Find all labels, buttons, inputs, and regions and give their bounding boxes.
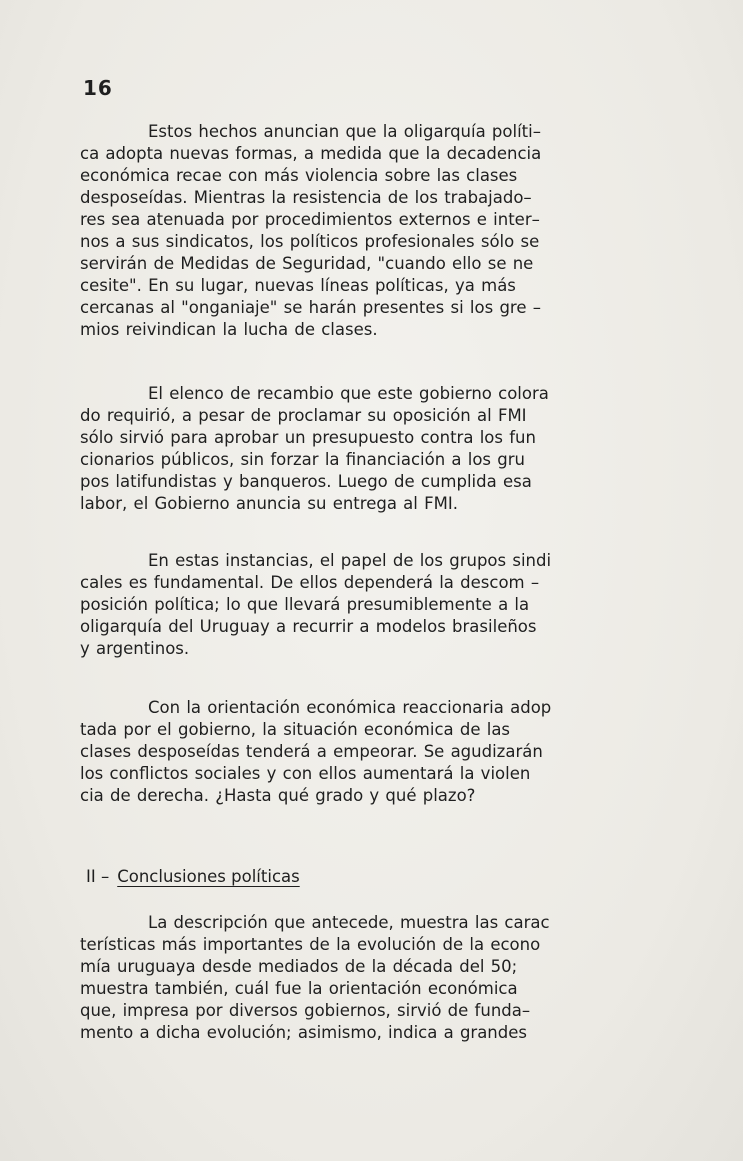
paragraph-2 bbox=[80, 383, 660, 515]
text-line: res sea atenuada por procedimientos externos e inter– bbox=[80, 210, 540, 229]
text-line: ca adopta nuevas formas, a medida que la decadencia bbox=[80, 144, 542, 163]
text-line: nos a sus sindicatos, los políticos profesionales sólo se bbox=[80, 232, 540, 251]
text-line: oligarquía del Uruguay a recurrir a modelos brasileños bbox=[80, 617, 537, 636]
section-title: Conclusiones políticas bbox=[117, 867, 300, 886]
text-line: los conflictos sociales y con ellos aumentará la violen bbox=[80, 764, 531, 783]
text-line: servirán de Medidas de Seguridad, "cuando ello se ne bbox=[80, 254, 534, 273]
text-line: Estos hechos anuncian que la oligarquía políti– bbox=[148, 122, 541, 141]
text-line: La descripción que antecede, muestra las carac bbox=[148, 913, 550, 932]
text-line: labor, el Gobierno anuncia su entrega al FMI. bbox=[80, 494, 458, 513]
text-line: clases desposeídas tenderá a empeorar. Se agudizarán bbox=[80, 742, 543, 761]
text-line: cia de derecha. ¿Hasta qué grado y qué plazo? bbox=[80, 786, 476, 805]
text-line: y argentinos. bbox=[80, 639, 190, 658]
text-line: económica recae con más violencia sobre las clases bbox=[80, 166, 518, 185]
paragraph-1 bbox=[80, 121, 660, 341]
paragraph-4 bbox=[80, 697, 660, 807]
section-number: II – bbox=[86, 867, 110, 886]
text-line: cesite". En su lugar, nuevas líneas políticas, ya más bbox=[80, 276, 516, 295]
text-line: que, impresa por diversos gobiernos, sirvió de funda– bbox=[80, 1001, 531, 1020]
text-line: muestra también, cuál fue la orientación económica bbox=[80, 979, 518, 998]
text-line: posición política; lo que llevará presumiblemente a la bbox=[80, 595, 530, 614]
text-line: El elenco de recambio que este gobierno colora bbox=[148, 384, 549, 403]
text-line: tada por el gobierno, la situación económica de las bbox=[80, 720, 511, 739]
text-line: terísticas más importantes de la evolución de la econo bbox=[80, 935, 541, 954]
section-heading bbox=[86, 866, 300, 888]
text-line: mios reivindican la lucha de clases. bbox=[80, 320, 378, 339]
text-line: cales es fundamental. De ellos dependerá la descom – bbox=[80, 573, 540, 592]
text-line: cionarios públicos, sin forzar la financiación a los gru bbox=[80, 450, 525, 469]
text-line: do requirió, a pesar de proclamar su oposición al FMI bbox=[80, 406, 527, 425]
text-line: mento a dicha evolución; asimismo, indica a grandes bbox=[80, 1023, 527, 1042]
page-number: 16 bbox=[83, 76, 113, 100]
text-line: En estas instancias, el papel de los grupos sindi bbox=[148, 551, 552, 570]
paragraph-5 bbox=[80, 912, 660, 1044]
text-line: Con la orientación económica reaccionaria adop bbox=[148, 698, 552, 717]
text-line: mía uruguaya desde mediados de la década del 50; bbox=[80, 957, 518, 976]
text-line: desposeídas. Mientras la resistencia de los trabajado– bbox=[80, 188, 532, 207]
text-line: pos latifundistas y banqueros. Luego de cumplida esa bbox=[80, 472, 532, 491]
text-line: cercanas al "onganiaje" se harán presentes si los gre – bbox=[80, 298, 541, 317]
paragraph-3 bbox=[80, 550, 660, 660]
text-line: sólo sirvió para aprobar un presupuesto contra los fun bbox=[80, 428, 536, 447]
